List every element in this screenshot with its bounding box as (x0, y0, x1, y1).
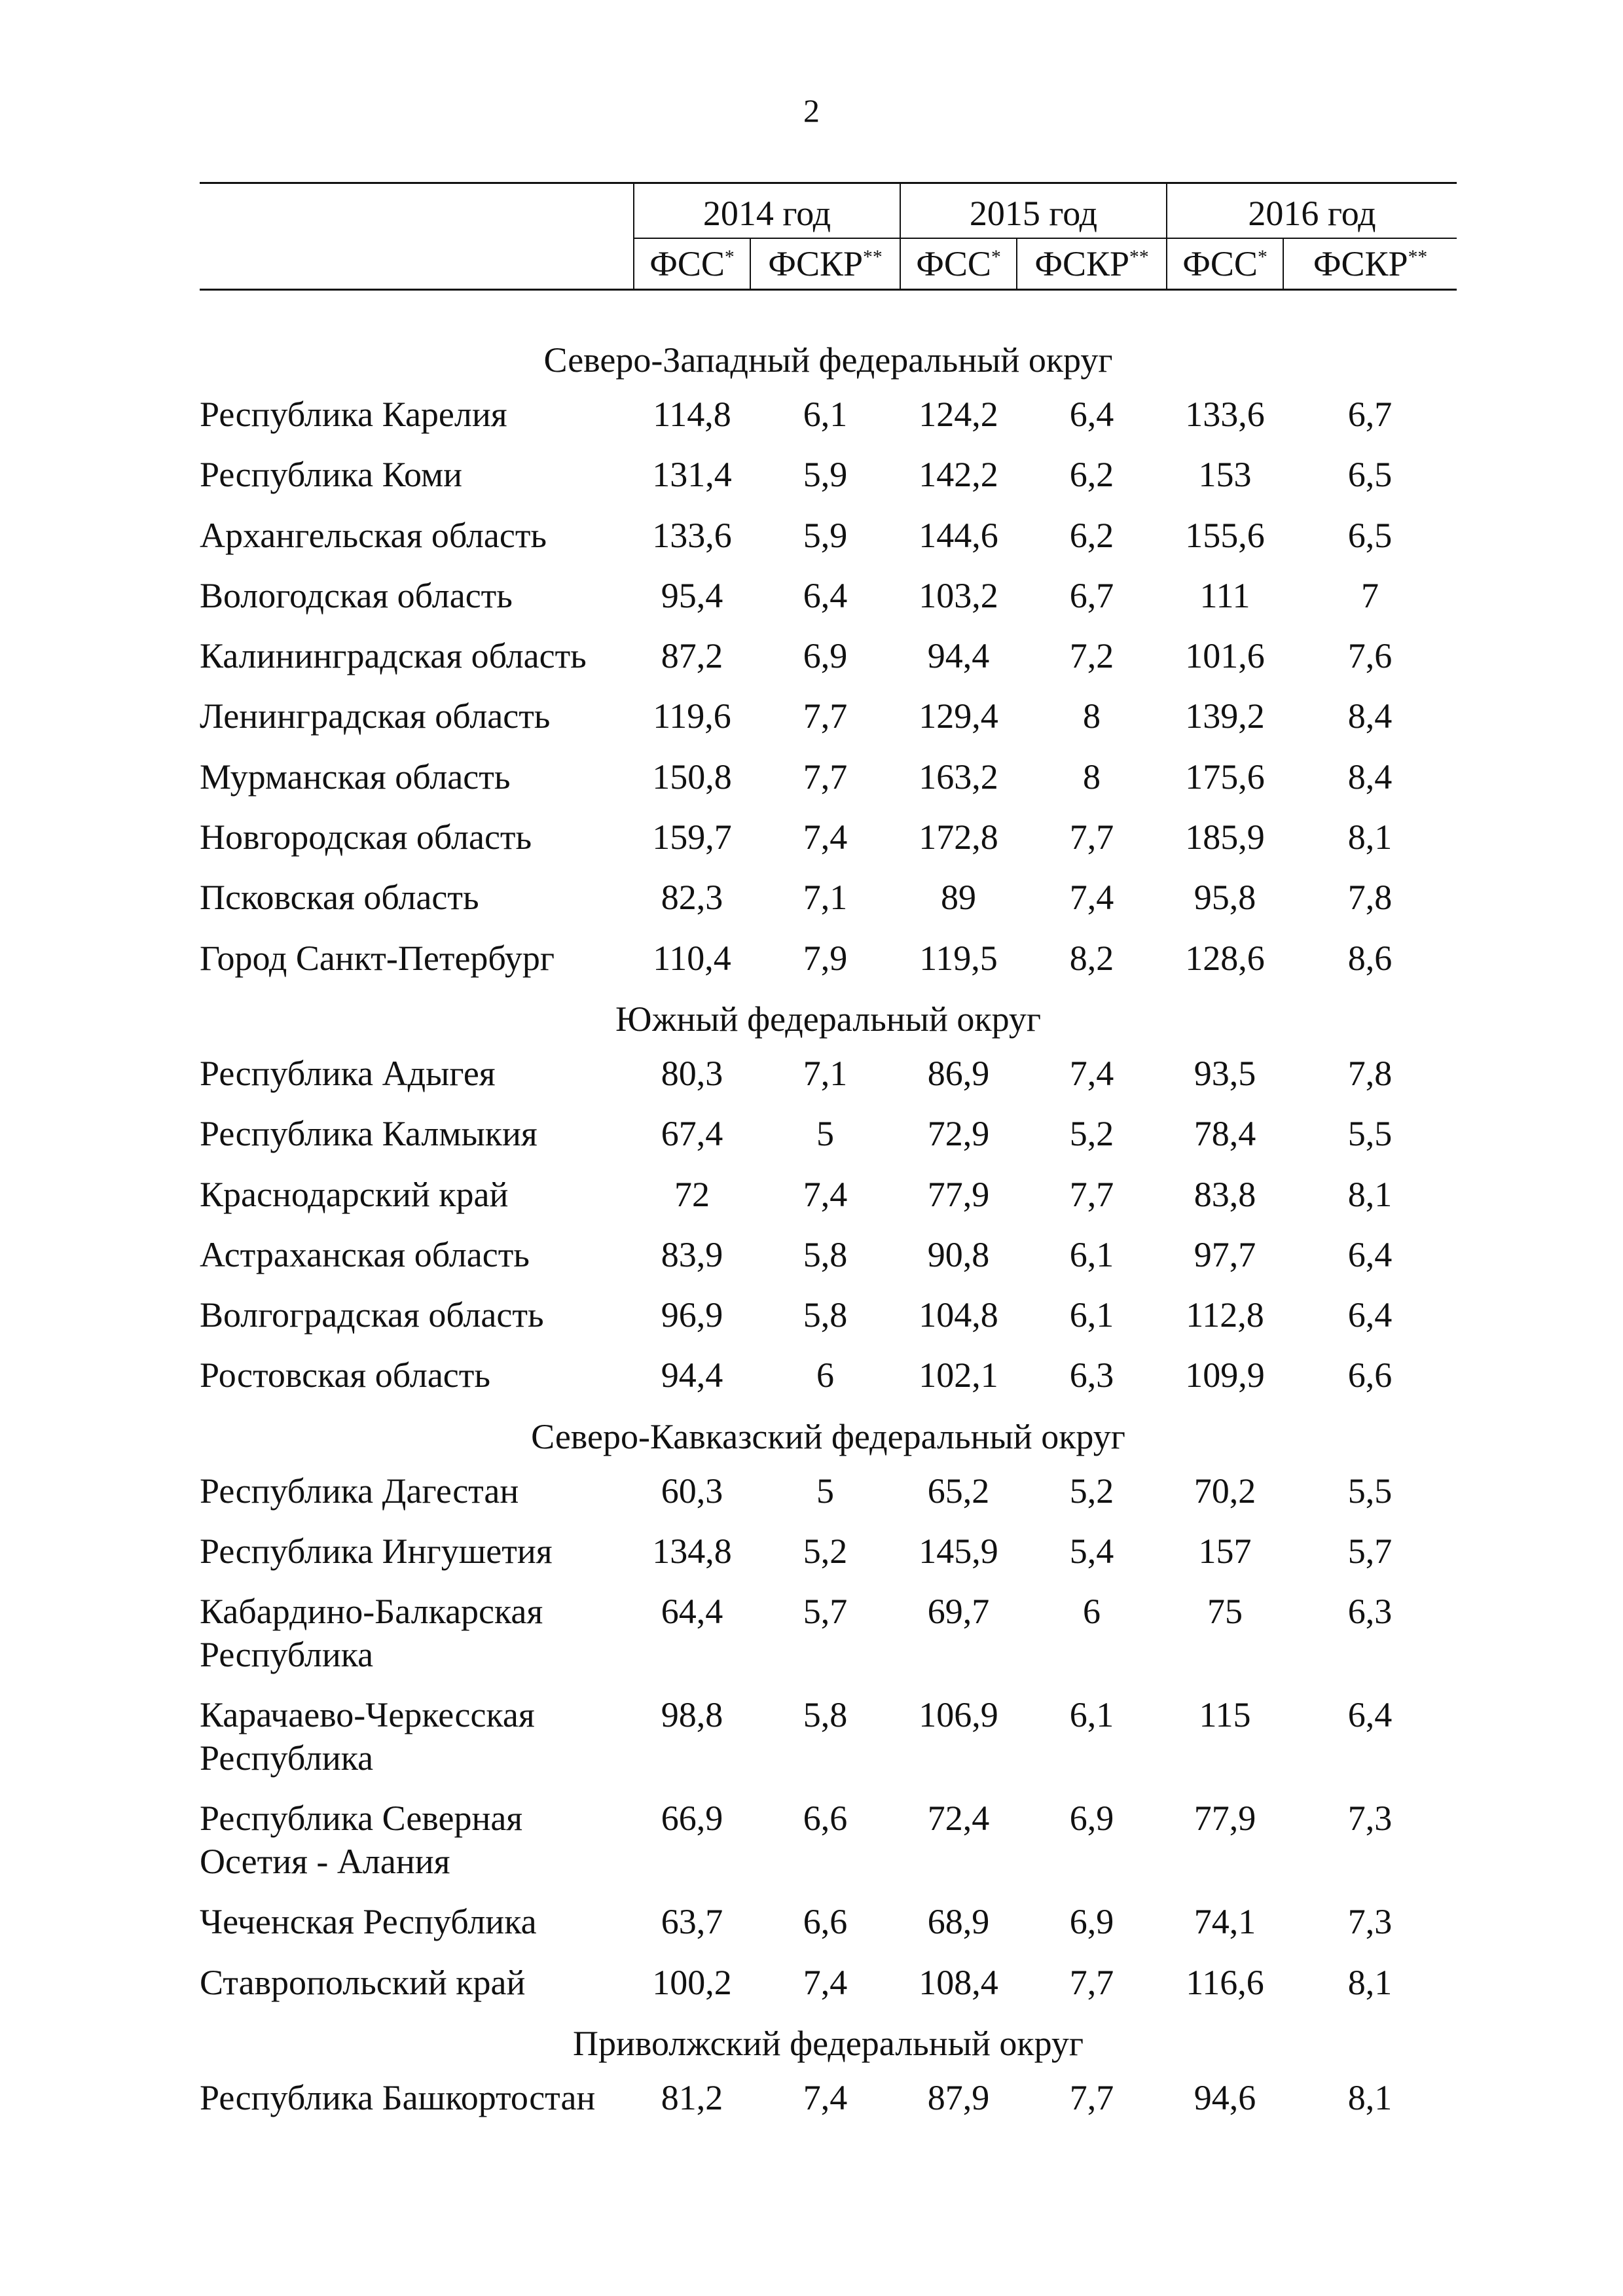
table-row (200, 1688, 1457, 1791)
table-row (200, 1895, 1457, 1955)
fskr-value: 5 (816, 1114, 834, 1154)
fss-value: 64,4 (661, 1592, 723, 1632)
region-name: Чеченская Республика (200, 1902, 537, 1942)
fss-label: ФСС (916, 244, 991, 283)
fss-value: 108,4 (919, 1962, 998, 2002)
fss-value: 77,9 (927, 1174, 990, 1214)
fskr-value: 8 (1083, 757, 1101, 797)
fskr-label: ФСКР (768, 244, 864, 283)
fss-value: 114,8 (653, 395, 731, 434)
region-name: Краснодарский край (200, 1174, 509, 1214)
fskr-footnote-mark: ** (1129, 247, 1149, 268)
fss-value: 185,9 (1185, 817, 1265, 857)
fss-value: 74,1 (1194, 1902, 1256, 1942)
federal-district-title: Южный федеральный округ (615, 999, 1042, 1039)
fskr-value: 6,2 (1069, 515, 1114, 555)
fskr-value: 6,5 (1347, 455, 1393, 495)
fss-value: 159,7 (652, 817, 732, 857)
fskr-value: 7,9 (803, 938, 848, 978)
fskr-value: 5,5 (1347, 1114, 1393, 1154)
fss-value: 93,5 (1194, 1053, 1256, 1093)
fskr-value: 6,9 (1069, 1799, 1114, 1839)
fskr-value: 8,4 (1347, 757, 1393, 797)
fss-value: 145,9 (919, 1532, 998, 1571)
fss-value: 83,8 (1194, 1174, 1256, 1214)
fss-value: 102,1 (919, 1355, 998, 1395)
year-header-row (200, 183, 1457, 239)
fss-value: 116,6 (1186, 1962, 1264, 2002)
section-header-row (200, 1409, 1457, 1464)
region-name: Город Санкт-Петербург (200, 938, 555, 978)
region-name: Вологодская область (200, 575, 513, 615)
fskr-value: 7,3 (1347, 1799, 1393, 1839)
fss-value: 134,8 (652, 1532, 732, 1571)
fss-value: 115 (1199, 1695, 1251, 1735)
fskr-value: 5 (816, 1471, 834, 1511)
federal-district-title: Северо-Западный федеральный округ (543, 340, 1113, 380)
fskr-value: 7,7 (1069, 1962, 1114, 2002)
fss-value: 101,6 (1185, 636, 1265, 676)
fskr-value: 7,7 (803, 696, 848, 736)
fss-header (900, 238, 1017, 290)
fskr-value: 5,2 (803, 1532, 848, 1571)
fskr-value: 6,6 (1347, 1355, 1393, 1395)
fss-value: 89 (941, 878, 977, 918)
table-row (200, 1288, 1457, 1348)
fss-value: 82,3 (661, 878, 723, 918)
table-row (200, 1791, 1457, 1895)
region-name: Республика Дагестан (200, 1471, 519, 1511)
fss-value: 155,6 (1185, 515, 1265, 555)
federal-district-title: Северо-Кавказский федеральный округ (531, 1416, 1125, 1456)
fss-value: 172,8 (919, 817, 998, 857)
fskr-value: 7,8 (1347, 878, 1393, 918)
fskr-value: 5,2 (1069, 1471, 1114, 1511)
fss-value: 124,2 (919, 395, 998, 434)
year-2015-header: 2015 год (900, 183, 1167, 239)
fss-footnote-mark: * (724, 247, 735, 268)
fss-value: 153 (1198, 455, 1252, 495)
region-name: Мурманская область (200, 757, 511, 797)
fss-value: 139,2 (1185, 696, 1265, 736)
fss-value: 144,6 (919, 515, 998, 555)
region-name: Республика Коми (200, 455, 463, 495)
fskr-value: 7,2 (1069, 636, 1114, 676)
fskr-value: 6,4 (803, 575, 848, 615)
table-row (200, 870, 1457, 931)
region-name: Республика Северная Осетия - Алания (200, 1799, 523, 1882)
fss-label: ФСС (649, 244, 725, 283)
fss-value: 112,8 (1186, 1295, 1264, 1335)
region-name: Псковская область (200, 878, 479, 918)
table-row (200, 1228, 1457, 1288)
fss-value: 129,4 (919, 696, 998, 736)
fskr-value: 7,7 (1069, 2077, 1114, 2117)
fss-value: 104,8 (919, 1295, 998, 1335)
fskr-value: 7,3 (1347, 1902, 1393, 1942)
fskr-value: 8 (1083, 696, 1101, 736)
fss-value: 106,9 (919, 1695, 998, 1735)
fss-value: 98,8 (661, 1695, 723, 1735)
fss-value: 86,9 (927, 1053, 990, 1093)
table-body (200, 290, 1457, 2174)
fss-value: 87,2 (661, 636, 723, 676)
fskr-value: 6,7 (1347, 395, 1393, 434)
fskr-value: 7,7 (803, 757, 848, 797)
fss-value: 100,2 (652, 1962, 732, 2002)
table-row (200, 1107, 1457, 1167)
fskr-value: 5,9 (803, 455, 848, 495)
table-row (200, 509, 1457, 569)
fskr-value: 7,1 (803, 878, 848, 918)
fss-value: 133,6 (652, 515, 732, 555)
fskr-value: 6,4 (1069, 395, 1114, 434)
fskr-value: 6,1 (1069, 1295, 1114, 1335)
fskr-value: 7,6 (1347, 636, 1393, 676)
fskr-value: 7,4 (803, 817, 848, 857)
fss-value: 77,9 (1194, 1799, 1256, 1839)
fskr-value: 6,1 (1069, 1234, 1114, 1274)
fskr-value: 5,7 (803, 1592, 848, 1632)
table-row (200, 448, 1457, 508)
fskr-value: 6,7 (1069, 575, 1114, 615)
region-name: Ставропольский край (200, 1962, 526, 2002)
fskr-value: 6,4 (1347, 1695, 1393, 1735)
fskr-value: 6,1 (1069, 1695, 1114, 1735)
fskr-value: 6,9 (803, 636, 848, 676)
fss-value: 119,5 (919, 938, 998, 978)
fss-footnote-mark: * (991, 247, 1001, 268)
fss-value: 94,4 (927, 636, 990, 676)
fskr-header (750, 238, 900, 290)
region-name: Республика Калмыкия (200, 1114, 538, 1154)
fskr-value: 6,9 (1069, 1902, 1114, 1942)
region-name: Республика Ингушетия (200, 1532, 553, 1571)
fskr-value: 8,6 (1347, 938, 1393, 978)
table-row (200, 810, 1457, 870)
fskr-header (1017, 238, 1167, 290)
fss-value: 103,2 (919, 575, 998, 615)
table-row (200, 1524, 1457, 1585)
fss-value: 109,9 (1185, 1355, 1265, 1395)
fskr-value: 7,4 (803, 2077, 848, 2117)
federal-district-title: Приволжский федеральный округ (573, 2023, 1084, 2063)
fss-value: 69,7 (927, 1592, 990, 1632)
fskr-footnote-mark: ** (863, 247, 883, 268)
region-name: Ленинградская область (200, 696, 551, 736)
fskr-value: 6,2 (1069, 455, 1114, 495)
region-name: Волгоградская область (200, 1295, 544, 1335)
fss-value: 75 (1207, 1592, 1243, 1632)
fss-value: 131,4 (652, 455, 732, 495)
fskr-value: 7,4 (1069, 878, 1114, 918)
fss-header (634, 238, 750, 290)
fskr-value: 5,4 (1069, 1532, 1114, 1571)
fss-value: 97,7 (1194, 1234, 1256, 1274)
region-name: Карачаево-Черкесская Республика (200, 1695, 535, 1778)
fss-value: 175,6 (1185, 757, 1265, 797)
page-number: 2 (803, 92, 820, 129)
region-name: Астраханская область (200, 1234, 530, 1274)
fss-value: 111 (1199, 575, 1250, 615)
fskr-value: 7,7 (1069, 1174, 1114, 1214)
fskr-value: 6,5 (1347, 515, 1393, 555)
fskr-value: 7 (1361, 575, 1379, 615)
fskr-value: 5,9 (803, 515, 848, 555)
fss-value: 70,2 (1194, 1471, 1256, 1511)
fskr-value: 6,4 (1347, 1295, 1393, 1335)
table-row (200, 689, 1457, 749)
section-header-row (200, 2016, 1457, 2071)
fskr-value: 6 (1083, 1592, 1101, 1632)
fss-value: 67,4 (661, 1114, 723, 1154)
table-row (200, 387, 1457, 448)
section-header-row (200, 992, 1457, 1047)
fskr-value: 8,1 (1347, 1174, 1393, 1214)
fss-value: 81,2 (661, 2077, 723, 2117)
regional-rates-table (200, 182, 1457, 2174)
fss-value: 157 (1198, 1532, 1252, 1571)
fss-value: 128,6 (1185, 938, 1265, 978)
fss-value: 110,4 (653, 938, 731, 978)
table-row (200, 1348, 1457, 1408)
fss-value: 94,6 (1194, 2077, 1256, 2117)
fskr-value: 6,6 (803, 1902, 848, 1942)
fss-value: 90,8 (927, 1234, 990, 1274)
fskr-value: 6,4 (1347, 1234, 1393, 1274)
fskr-footnote-mark: ** (1408, 247, 1428, 268)
fss-value: 60,3 (661, 1471, 723, 1511)
fss-value: 78,4 (1194, 1114, 1256, 1154)
fskr-value: 6,3 (1347, 1592, 1393, 1632)
table-row (200, 1464, 1457, 1524)
fss-value: 95,4 (661, 575, 723, 615)
fskr-value: 8,1 (1347, 2077, 1393, 2117)
table-row (200, 750, 1457, 810)
fss-value: 142,2 (919, 455, 998, 495)
fskr-value: 5,8 (803, 1234, 848, 1274)
fskr-value: 5,7 (1347, 1532, 1393, 1571)
table-row (200, 1956, 1457, 2016)
fss-value: 150,8 (652, 757, 732, 797)
fss-footnote-mark: * (1257, 247, 1267, 268)
fss-value: 163,2 (919, 757, 998, 797)
fss-value: 80,3 (661, 1053, 723, 1093)
fskr-value: 8,4 (1347, 696, 1393, 736)
fskr-value: 8,2 (1069, 938, 1114, 978)
year-2014-header: 2014 год (634, 183, 900, 239)
fskr-value: 7,4 (803, 1962, 848, 2002)
fskr-header (1283, 238, 1457, 290)
fss-value: 72,4 (927, 1799, 990, 1839)
region-name: Архангельская область (200, 515, 547, 555)
fskr-value: 7,4 (1069, 1053, 1114, 1093)
fss-value: 68,9 (927, 1902, 990, 1942)
fskr-label: ФСКР (1034, 244, 1130, 283)
table-row (200, 1585, 1457, 1688)
fss-header (1167, 238, 1283, 290)
fskr-value: 6,6 (803, 1799, 848, 1839)
fskr-value: 6 (816, 1355, 834, 1395)
fss-value: 65,2 (927, 1471, 990, 1511)
table-row (200, 569, 1457, 629)
fss-value: 72,9 (927, 1114, 990, 1154)
table-row (200, 931, 1457, 992)
region-name: Кабардино-Балкарская Республика (200, 1592, 543, 1675)
corner-cell (200, 238, 634, 290)
table-row (200, 1168, 1457, 1228)
fss-value: 94,4 (661, 1355, 723, 1395)
fskr-value: 7,1 (803, 1053, 848, 1093)
table-row (200, 2071, 1457, 2174)
fskr-value: 5,8 (803, 1295, 848, 1335)
table-row (200, 1047, 1457, 1107)
fss-value: 87,9 (927, 2077, 990, 2117)
fskr-value: 5,5 (1347, 1471, 1393, 1511)
fss-value: 72 (674, 1174, 710, 1214)
fund-header-row (200, 238, 1457, 290)
fskr-value: 6,1 (803, 395, 848, 434)
fss-value: 96,9 (661, 1295, 723, 1335)
fskr-value: 6,3 (1069, 1355, 1114, 1395)
corner-cell (200, 183, 634, 239)
table-row (200, 629, 1457, 689)
fskr-value: 7,4 (803, 1174, 848, 1214)
fskr-value: 7,7 (1069, 817, 1114, 857)
year-2016-header: 2016 год (1167, 183, 1457, 239)
region-name: Республика Башкортостан (200, 2077, 596, 2117)
fskr-value: 8,1 (1347, 1962, 1393, 2002)
fss-value: 63,7 (661, 1902, 723, 1942)
fskr-value: 8,1 (1347, 817, 1393, 857)
spacer-row (200, 290, 1457, 333)
fss-label: ФСС (1182, 244, 1258, 283)
fskr-value: 7,8 (1347, 1053, 1393, 1093)
fskr-label: ФСКР (1313, 244, 1408, 283)
region-name: Новгородская область (200, 817, 532, 857)
fskr-value: 5,8 (803, 1695, 848, 1735)
fskr-value: 5,2 (1069, 1114, 1114, 1154)
fss-value: 119,6 (653, 696, 731, 736)
fss-value: 83,9 (661, 1234, 723, 1274)
section-header-row (200, 332, 1457, 387)
fss-value: 133,6 (1185, 395, 1265, 434)
region-name: Калининградская область (200, 636, 587, 676)
region-name: Ростовская область (200, 1355, 490, 1395)
fss-value: 95,8 (1194, 878, 1256, 918)
region-name: Республика Адыгея (200, 1053, 496, 1093)
region-name: Республика Карелия (200, 395, 507, 434)
fss-value: 66,9 (661, 1799, 723, 1839)
